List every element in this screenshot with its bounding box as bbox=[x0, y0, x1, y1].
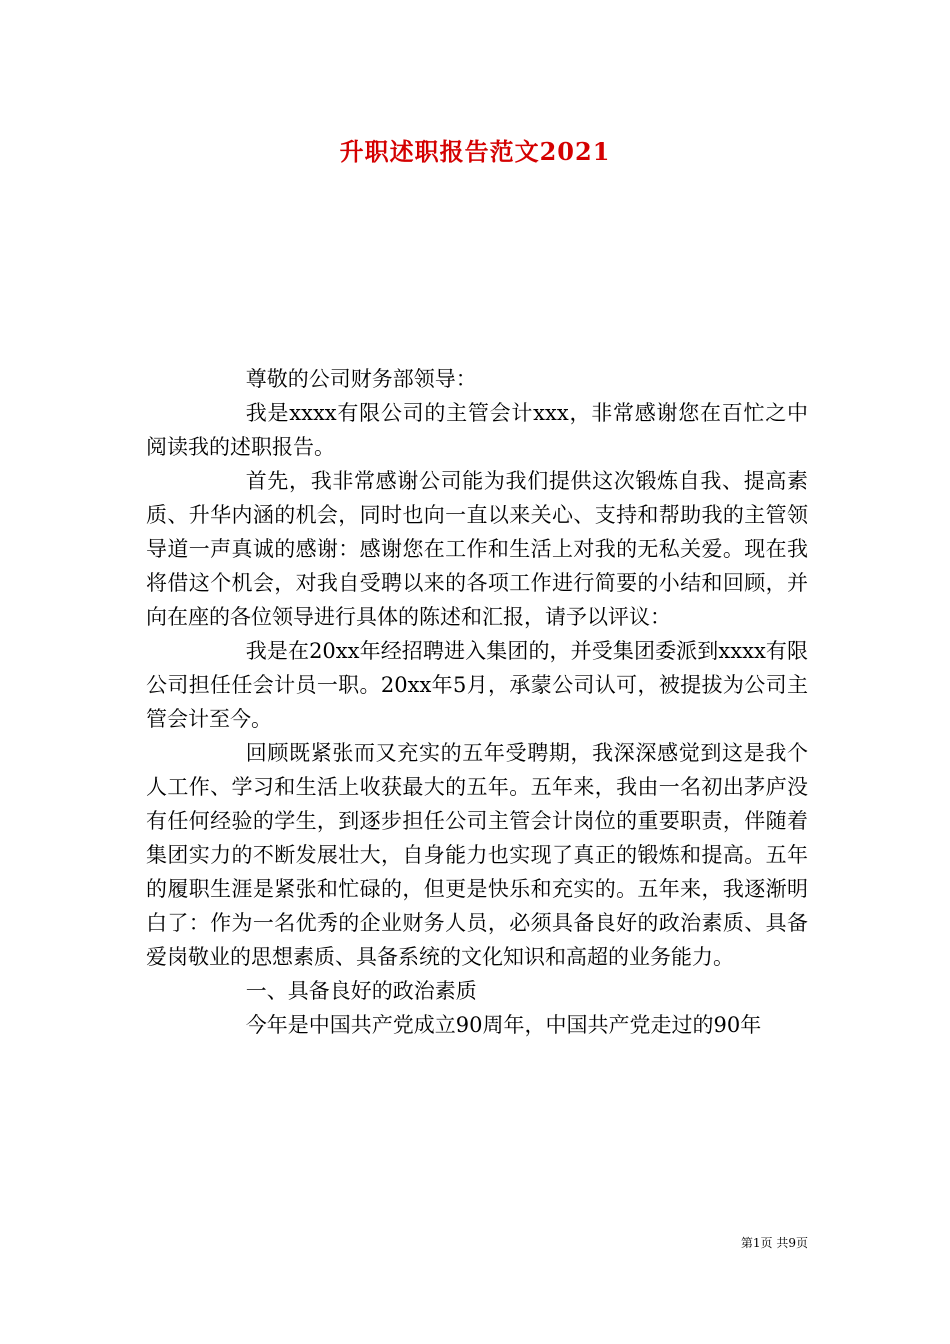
section-heading: 一、具备良好的政治素质 bbox=[245, 979, 477, 1003]
intro-paragraph: 我是xxxx有限公司的主管会计xxx，非常感谢您在百忙之中阅读我的述职报告。 bbox=[146, 401, 808, 459]
background-paragraph: 我是在20xx年经招聘进入集团的，并受集团委派到xxxx有限公司担任任会计员一职。20xx年5月，承蒙公司认可，被提拔为公司主管会计至今。 bbox=[146, 639, 808, 731]
page-title: 升职述职报告范文2021 bbox=[339, 137, 611, 166]
review-paragraph: 回顾既紧张而又充实的五年受聘期，我深深感觉到这是我个人工作、学习和生活上收获最大的五年。五年来，我由一名初出茅庐没有任何经验的学生，到逐步担任公司主管会计岗位的重要职责，伴随着集团实力的不断发展壮大，自身能力也实现了真正的锻炼和提高。五年的履职生涯是紧张和忙碌的，但更是快乐和充实的。五年来，我逐渐明白了：作为一名优秀的企业财务人员，必须具备良好的政治素质、具备爱岗敬业的思想素质、具备系统的文化知识和高超的业务能力。 bbox=[146, 741, 808, 969]
document-body bbox=[146, 362, 808, 1042]
salutation-paragraph: 尊敬的公司财务部领导： bbox=[245, 367, 477, 391]
thanks-paragraph: 首先，我非常感谢公司能为我们提供这次锻炼自我、提高素质、升华内涵的机会，同时也向一直以来关心、支持和帮助我的主管领导道一声真诚的感谢：感谢您在工作和生活上对我的无私关爱。现在我将借这个机会，对我自受聘以来的各项工作进行简要的小结和回顾，并向在座的各位领导进行具体的陈述和汇报，请予以评议： bbox=[146, 469, 808, 629]
page-number: 第1页 共9页 bbox=[740, 1236, 808, 1250]
section-paragraph: 今年是中国共产党成立90周年，中国共产党走过的90年 bbox=[245, 1013, 762, 1037]
